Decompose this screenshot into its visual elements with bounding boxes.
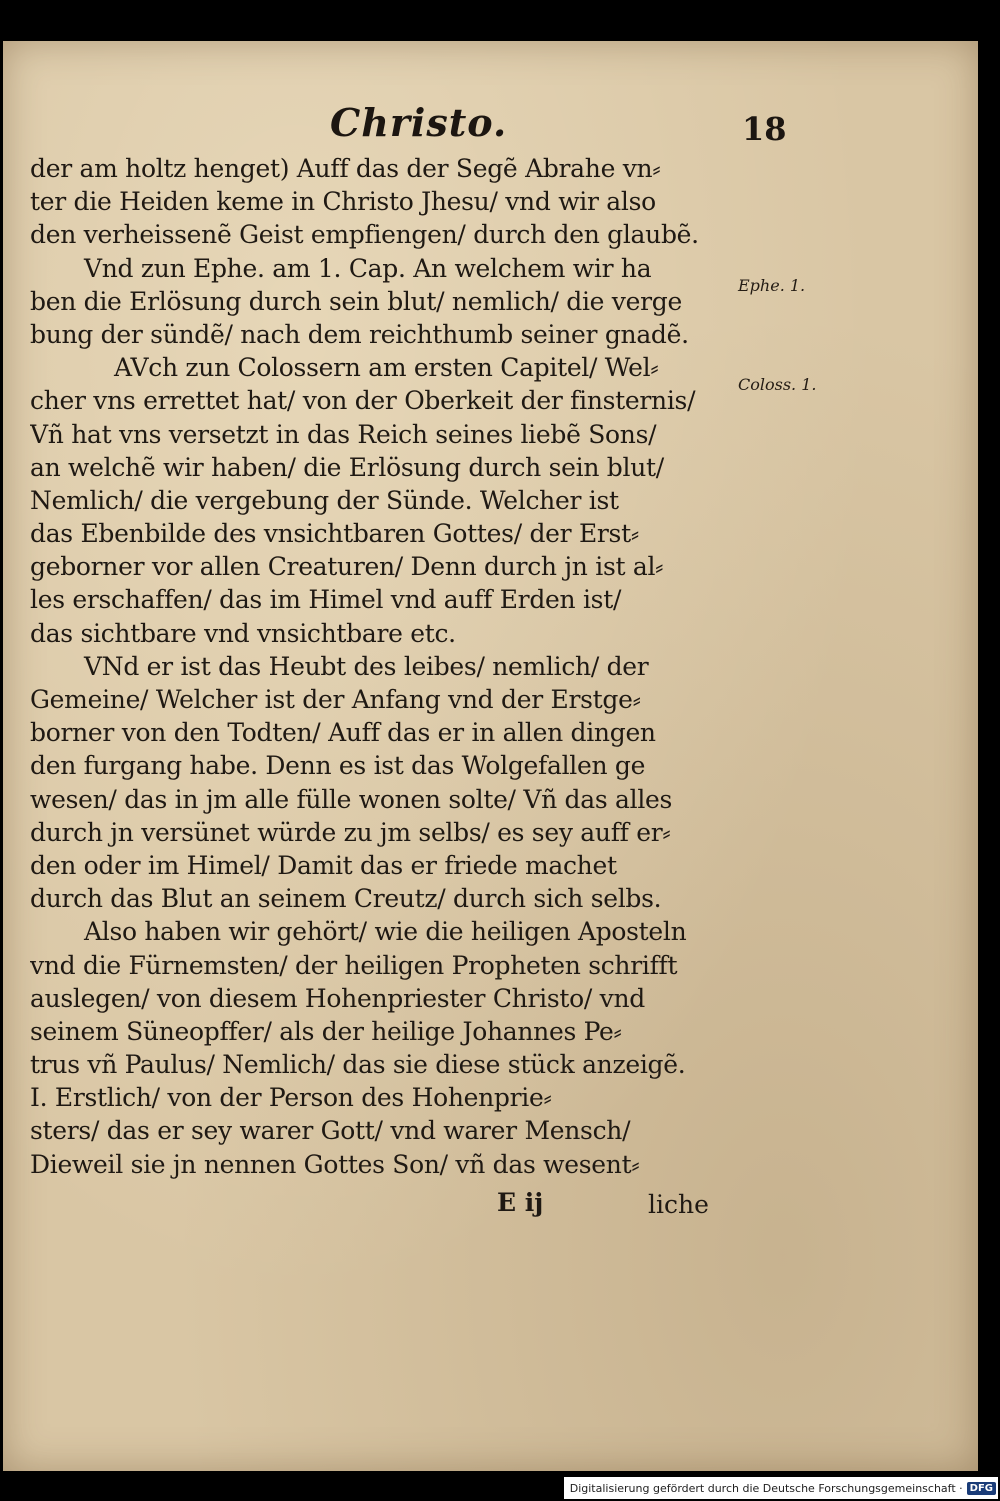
text-line: ter die Heiden keme in Christo Jhesu/ vnd wir also xyxy=(30,187,656,217)
digitization-credit xyxy=(564,1477,998,1499)
running-head: Christo. xyxy=(330,100,508,145)
text-line: Gemeine/ Welcher ist der Anfang vnd der Erstge⸗ xyxy=(30,685,641,714)
text-line: vnd die Fürnemsten/ der heiligen Propheten schrifft xyxy=(30,950,678,980)
text-line: den oder im Himel/ Damit das er friede machet xyxy=(30,850,617,880)
signature-mark: E ij xyxy=(497,1188,544,1217)
text-line: Vnd zun Ephe. am 1. Cap. An welchem wir ha xyxy=(84,253,652,283)
text-line: AVch zun Colossern am ersten Capitel/ Wel⸗ xyxy=(114,353,659,383)
text-line: les erschaffen/ das im Himel vnd auff Erden ist/ xyxy=(30,585,622,615)
text-line: bung der sündẽ/ nach dem reichthumb seiner gnadẽ. xyxy=(30,319,689,349)
catchword: liche xyxy=(648,1190,709,1219)
text-line: Nemlich/ die vergebung der Sünde. Welcher ist xyxy=(30,485,619,515)
text-line: borner von den Todten/ Auff das er in allen dingen xyxy=(30,718,656,748)
credit-text: Digitalisierung gefördert durch die Deutsche Forschungsgemeinschaft · xyxy=(569,1481,963,1495)
text-line: Vñ hat vns versetzt in das Reich seines liebẽ Sons/ xyxy=(30,419,657,449)
text-line: durch jn versünet würde zu jm selbs/ es sey auff er⸗ xyxy=(30,817,671,847)
text-line: wesen/ das in jm alle fülle wonen solte/ Vñ das alles xyxy=(30,784,673,814)
text-line: sters/ das er sey warer Gott/ vnd warer Mensch/ xyxy=(30,1116,631,1146)
text-line: durch das Blut an seinem Creutz/ durch sich selbs. xyxy=(30,884,662,914)
text-line: cher vns errettet hat/ von der Oberkeit der finsternis/ xyxy=(30,386,696,416)
text-line: trus vñ Paulus/ Nemlich/ das sie diese stück anzeigẽ. xyxy=(30,1050,686,1080)
text-line: auslegen/ von diesem Hohenpriester Christo/ vnd xyxy=(30,983,645,1013)
body-text xyxy=(30,152,730,1181)
text-line: an welchẽ wir haben/ die Erlösung durch sein blut/ xyxy=(30,452,664,482)
text-line: den furgang habe. Denn es ist das Wolgefallen ge xyxy=(30,751,646,781)
text-line: Dieweil sie jn nennen Gottes Son/ vñ das wesent⸗ xyxy=(30,1149,640,1179)
text-line: den verheissenẽ Geist empfiengen/ durch den glaubẽ. xyxy=(30,220,699,250)
text-line: ben die Erlösung durch sein blut/ nemlich/ die verge xyxy=(30,286,682,316)
text-line: das Ebenbilde des vnsichtbaren Gottes/ der Erst⸗ xyxy=(30,519,639,549)
text-line: geborner vor allen Creaturen/ Denn durch jn ist al⸗ xyxy=(30,552,664,582)
text-line: der am holtz henget) Auff das der Segẽ Abrahe vn⸗ xyxy=(30,154,661,183)
margin-note-coloss: Coloss. 1. xyxy=(738,375,817,394)
text-line: das sichtbare vnd vnsichtbare etc. xyxy=(30,618,456,648)
dfg-logo: DFG xyxy=(967,1482,996,1495)
folio-number: 18 xyxy=(742,110,787,148)
text-line: VNd er ist das Heubt des leibes/ nemlich/ der xyxy=(84,651,649,681)
text-line: I. Erstlich/ von der Person des Hohenprie⸗ xyxy=(30,1083,552,1113)
margin-note-ephe: Ephe. 1. xyxy=(738,276,806,295)
text-line: seinem Süneopffer/ als der heilige Johannes Pe⸗ xyxy=(30,1016,622,1046)
text-line: Also haben wir gehört/ wie die heiligen Aposteln xyxy=(84,917,687,947)
